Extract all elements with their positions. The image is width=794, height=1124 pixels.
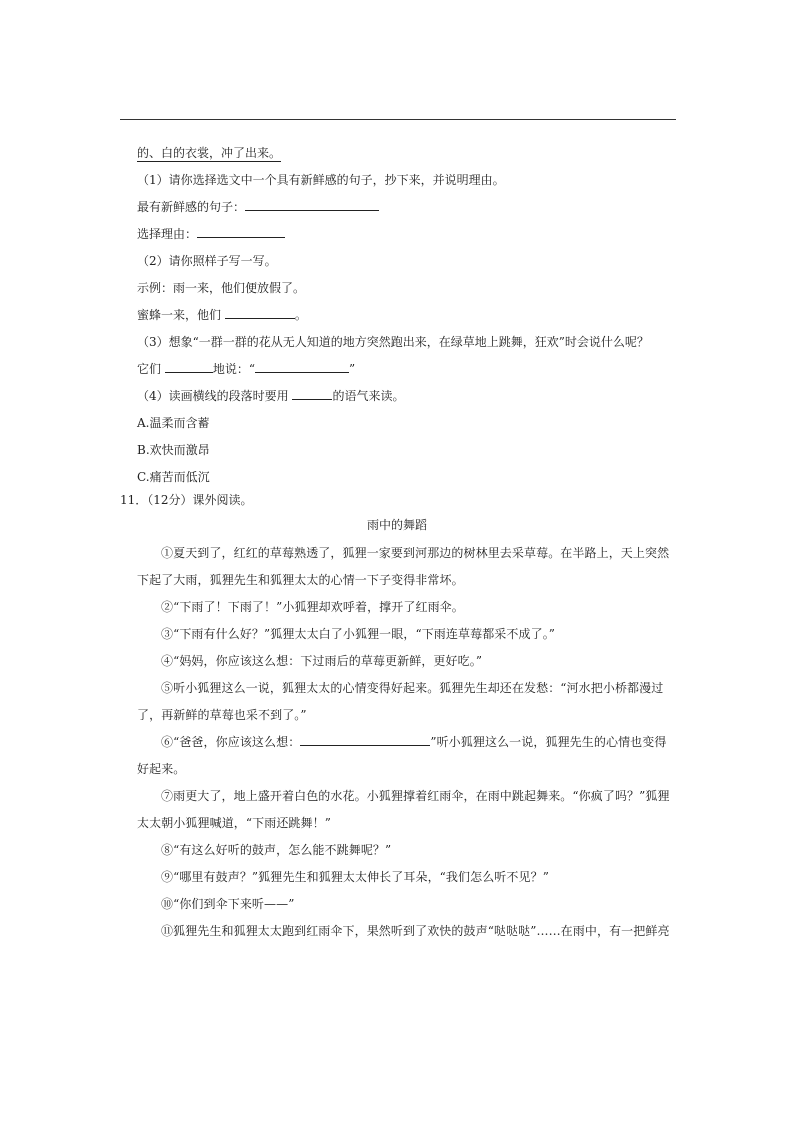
- answer-2-blank[interactable]: [225, 307, 295, 319]
- underlined-passage-end: 的、白的衣裳，冲了出来。: [137, 146, 282, 160]
- paragraph-8: ⑧“有这么好听的鼓声，怎么能不跳舞呢？”: [161, 843, 392, 857]
- answer-1b-blank[interactable]: [197, 226, 285, 238]
- paragraph-6-start: ⑥“爸爸，你应该这么想：: [161, 735, 301, 749]
- question-3: （3）想象“一群一群的花从无人知道的地方突然跑出来，在绿草地上跳舞，狂欢”时会说什么呢？: [137, 335, 649, 349]
- answer-1a-blank[interactable]: [245, 199, 379, 211]
- answer-3-blank-speech[interactable]: [255, 361, 349, 373]
- paragraph-6-blank[interactable]: [300, 734, 430, 746]
- option-a[interactable]: A.温柔而含蓄: [137, 416, 210, 430]
- option-c[interactable]: C.痛苦而低沉: [137, 470, 210, 484]
- paragraph-7: ⑦雨更大了，地上盛开着白色的水花。小狐狸撑着红雨伞，在雨中跳起舞来。“你疯了吗？”狐狸太太朝小狐狸喊道，“下雨还跳舞！”: [137, 789, 670, 830]
- question-1: （1）请你选择选文中一个具有新鲜感的句子，抄下来，并说明理由。: [137, 173, 505, 187]
- question-4-prefix: （4）读画横线的段落时要用: [137, 389, 289, 403]
- paragraph-5: ⑤听小狐狸这么一说，狐狸太太的心情变得好起来。狐狸先生却还在发愁：“河水把小桥都漫过了，再新鲜的草莓也采不到了。”: [137, 681, 664, 722]
- answer-1b-row: [137, 226, 285, 242]
- answer-2-row: [137, 307, 307, 323]
- story-title: 雨中的舞蹈: [366, 518, 427, 532]
- paragraph-3: ③“下雨有什么好？”狐狸太太白了小狐狸一眼，“下雨连草莓都采不成了。”: [161, 627, 556, 641]
- question-2-example: 示例：雨一来，他们便放假了。: [137, 281, 306, 295]
- paragraph-4: ④“妈妈，你应该这么想：下过雨后的草莓更新鲜，更好吃。”: [161, 654, 483, 668]
- answer-3-blank-manner[interactable]: [165, 361, 213, 373]
- header-rule: [120, 119, 676, 120]
- option-b[interactable]: B.欢快而激昂: [137, 443, 210, 457]
- question-11: 11．（12分）课外阅读。: [120, 493, 253, 507]
- answer-2-suffix: 。: [294, 308, 307, 322]
- paragraph-6: [137, 729, 677, 783]
- paragraph-2: ②“下雨了！下雨了！”小狐狸却欢呼着，撑开了红雨伞。: [161, 600, 464, 614]
- question-4: [137, 388, 404, 404]
- answer-3-prefix: 它们: [137, 362, 162, 376]
- answer-1a-row: [137, 199, 379, 215]
- paragraph-10: ⑩“你们到伞下来听——”: [161, 897, 295, 911]
- paragraph-6-end: ”听小狐狸这么一说，狐狸先生的心情也变得好起来。: [137, 735, 667, 776]
- paragraph-9: ⑨“哪里有鼓声？”狐狸先生和狐狸太太伸长了耳朵，“我们怎么听不见？”: [161, 870, 549, 884]
- answer-1a-label: 最有新鲜感的句子：: [137, 200, 246, 214]
- answer-1b-label: 选择理由：: [137, 227, 198, 241]
- paragraph-11: ⑪狐狸先生和狐狸太太跑到红雨伞下，果然听到了欢快的鼓声“哒哒哒”……在雨中，有一把鲜亮: [161, 924, 670, 938]
- answer-3-row: [137, 361, 355, 377]
- question-2: （2）请你照样子写一写。: [137, 254, 277, 268]
- paragraph-1: ①夏天到了，红红的草莓熟透了，狐狸一家要到河那边的树林里去采草莓。在半路上，天上突然下起了大雨，狐狸先生和狐狸太太的心情一下子变得非常坏。: [137, 546, 670, 587]
- answer-3-close-quote: ”: [348, 362, 356, 376]
- answer-3-mid: 地说：“: [212, 362, 255, 376]
- answer-4-blank[interactable]: [292, 388, 332, 400]
- question-4-suffix: 的语气来读。: [332, 389, 405, 403]
- answer-2-prefix: 蜜蜂一来，他们: [137, 308, 222, 322]
